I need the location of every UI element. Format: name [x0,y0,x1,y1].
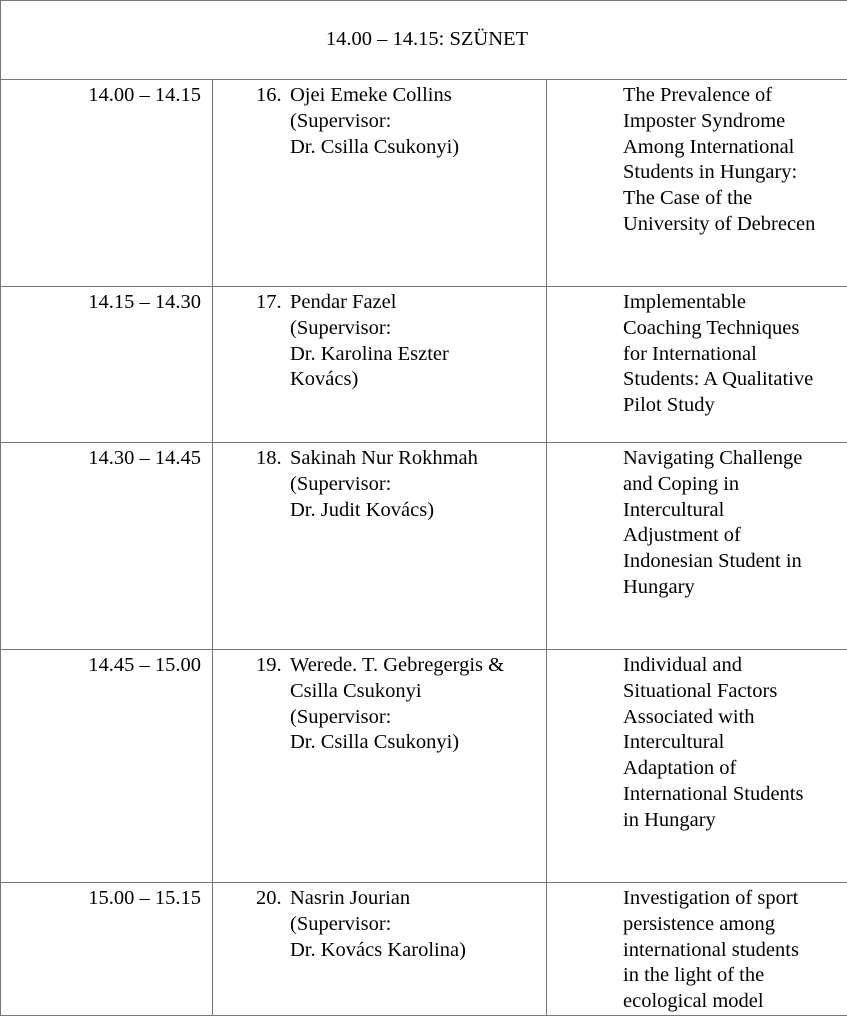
speaker-line: Dr. Judit Kovács) [290,498,546,524]
title-line: Pilot Study [623,393,843,419]
speaker-cell [213,650,547,883]
title-cell [547,287,847,443]
title-line: Individual and [623,653,843,679]
table-row [1,650,847,883]
title-line: Navigating Challenge [623,446,843,472]
title-line: Adjustment of [623,523,843,549]
speaker-line: Dr. Csilla Csukonyi) [290,730,546,756]
presentation-number: 20. [256,886,282,912]
speaker-line: (Supervisor: [290,912,546,938]
time-slot: 14.15 – 14.30 [88,291,201,313]
title-line: Coaching Techniques [623,316,843,342]
time-slot: 15.00 – 15.15 [88,887,201,909]
time-cell [1,443,213,650]
title-line: University of Debrecen [623,212,843,238]
time-slot: 14.00 – 14.15 [88,84,201,106]
title-line: Among International [623,135,843,161]
speaker-line: Csilla Csukonyi [290,679,546,705]
speaker-cell [213,287,547,443]
title-line: Students in Hungary: [623,160,843,186]
table-row [1,443,847,650]
table-row [1,883,847,1016]
speaker-line: (Supervisor: [290,472,546,498]
speaker-line: Ojei Emeke Collins [290,83,546,109]
title-line: in Hungary [623,808,843,834]
break-row [1,1,847,80]
title-line: Intercultural [623,498,843,524]
title-cell [547,650,847,883]
speaker-line: Sakinah Nur Rokhmah [290,446,546,472]
speaker-line: Dr. Karolina Eszter [290,342,546,368]
title-line: Associated with [623,705,843,731]
presentation-number: 17. [256,290,282,316]
speaker-cell [213,443,547,650]
speaker-line: Pendar Fazel [290,290,546,316]
title-cell [547,80,847,287]
speaker-line: Dr. Csilla Csukonyi) [290,135,546,161]
title-line: persistence among [623,912,843,938]
time-cell [1,80,213,287]
title-line: Adaptation of [623,756,843,782]
title-cell [547,443,847,650]
speaker-cell [213,80,547,287]
time-slot: 14.30 – 14.45 [88,447,201,469]
title-line: Intercultural [623,730,843,756]
speaker-cell [213,883,547,1016]
presentation-number: 18. [256,446,282,472]
speaker-line: Kovács) [290,367,546,393]
table-row [1,287,847,443]
break-text: 14.00 – 14.15: SZÜNET [320,27,528,53]
presentation-number: 19. [256,653,282,679]
table-row [1,80,847,287]
title-cell [547,883,847,1016]
title-line: Investigation of sport [623,886,843,912]
time-cell [1,287,213,443]
title-line: international students [623,938,843,964]
title-line: and Coping in [623,472,843,498]
speaker-line: (Supervisor: [290,705,546,731]
title-line: for International [623,342,843,368]
title-line: Situational Factors [623,679,843,705]
speaker-line: Dr. Kovács Karolina) [290,938,546,964]
title-line: Hungary [623,575,843,601]
speaker-line: Werede. T. Gebregergis & [290,653,546,679]
title-line: ecological model [623,989,843,1015]
title-line: International Students [623,782,843,808]
speaker-line: (Supervisor: [290,316,546,342]
time-cell [1,883,213,1016]
speaker-line: Nasrin Jourian [290,886,546,912]
title-line: Implementable [623,290,843,316]
title-line: Students: A Qualitative [623,367,843,393]
time-cell [1,650,213,883]
title-line: Indonesian Student in [623,549,843,575]
break-cell [1,1,847,80]
title-line: Imposter Syndrome [623,109,843,135]
time-slot: 14.45 – 15.00 [88,654,201,676]
title-line: The Case of the [623,186,843,212]
title-line: The Prevalence of [623,83,843,109]
title-line: in the light of the [623,963,843,989]
presentation-number: 16. [256,83,282,109]
speaker-line: (Supervisor: [290,109,546,135]
